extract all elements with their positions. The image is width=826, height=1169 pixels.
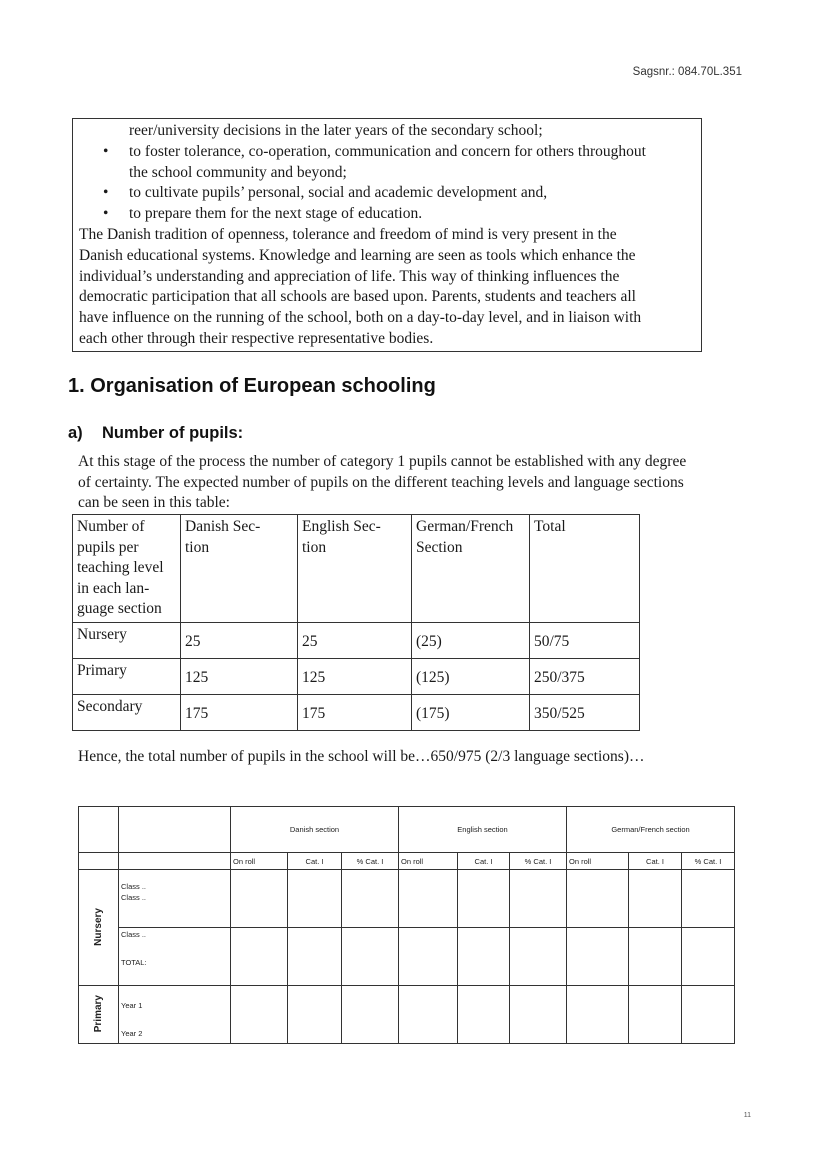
english-section-header: English section (399, 807, 567, 853)
section-heading: 1. Organisation of European schooling (68, 375, 436, 397)
bullet-item: • to cultivate pupils’ personal, social and academic development and, (79, 183, 695, 204)
continued-line: reer/university decisions in the later years of the secondary school; (129, 122, 543, 139)
header-cell: English Sec- tion (298, 515, 412, 623)
primary-group-label: Primary (79, 986, 119, 1044)
bullet-item: • to prepare them for the next stage of education. (79, 204, 695, 225)
table-header-row (73, 515, 640, 623)
case-number: Sagsnr.: 084.70L.351 (632, 66, 742, 78)
header-cell: Number of pupils per teaching level in each lan- guage section (73, 515, 181, 623)
pupil-form-table (78, 806, 735, 1044)
table-row: Primary 125 125 (125) 250/375 (73, 658, 640, 694)
table-row: Primary Year 1 Year 2 (79, 986, 735, 1044)
bullet-icon: • (103, 205, 109, 223)
total-pupils-sentence: Hence, the total number of pupils in the school will be…650/975 (2/3 language sections)… (78, 748, 645, 765)
danish-section-header: Danish section (231, 807, 399, 853)
subcolumn-header-row: On roll Cat. I % Cat. I On roll Cat. I % Cat. I On roll Cat. I % Cat. I (79, 853, 735, 870)
table-row: Nursery Class .. Class .. (79, 870, 735, 928)
objectives-box (72, 118, 702, 352)
page-number: 11 (743, 1112, 751, 1119)
german-french-section-header: German/French section (567, 807, 735, 853)
header-cell: German/French Section (412, 515, 530, 623)
tradition-paragraph: The Danish tradition of openness, tolerance and freedom of mind is very present in the Danish educational systems. Knowledge and learning are seen as tools which enhance the individual’s understanding and appreciation of life. This way of thinking influences the democratic participation that all schools are based upon. Parents, students and teachers all have influence on the running of the school, both on a day-to-day level, and in liaison with each other through their respective representative bodies. (79, 225, 642, 347)
bullet-icon: • (103, 184, 109, 202)
table-row: Nursery 25 25 (25) 50/75 (73, 622, 640, 658)
section-header-row (79, 807, 735, 853)
intro-paragraph: At this stage of the process the number of category 1 pupils cannot be established with any degree of certainty. The expected number of pupils on the different teaching levels and language sections can be seen in this table: (78, 453, 687, 511)
header-cell: Danish Sec- tion (181, 515, 298, 623)
nursery-group-label: Nursery (79, 870, 119, 986)
header-cell: Total (530, 515, 640, 623)
table-row: Class .. TOTAL: (79, 928, 735, 986)
bullet-item: • to foster tolerance, co-operation, communication and concern for others throughout the school community and beyond; (103, 142, 646, 181)
pupils-table (72, 514, 640, 731)
bullet-icon: • (103, 142, 109, 160)
subsection-heading: a) Number of pupils: (68, 424, 244, 442)
table-row: Secondary 175 175 (175) 350/525 (73, 694, 640, 730)
